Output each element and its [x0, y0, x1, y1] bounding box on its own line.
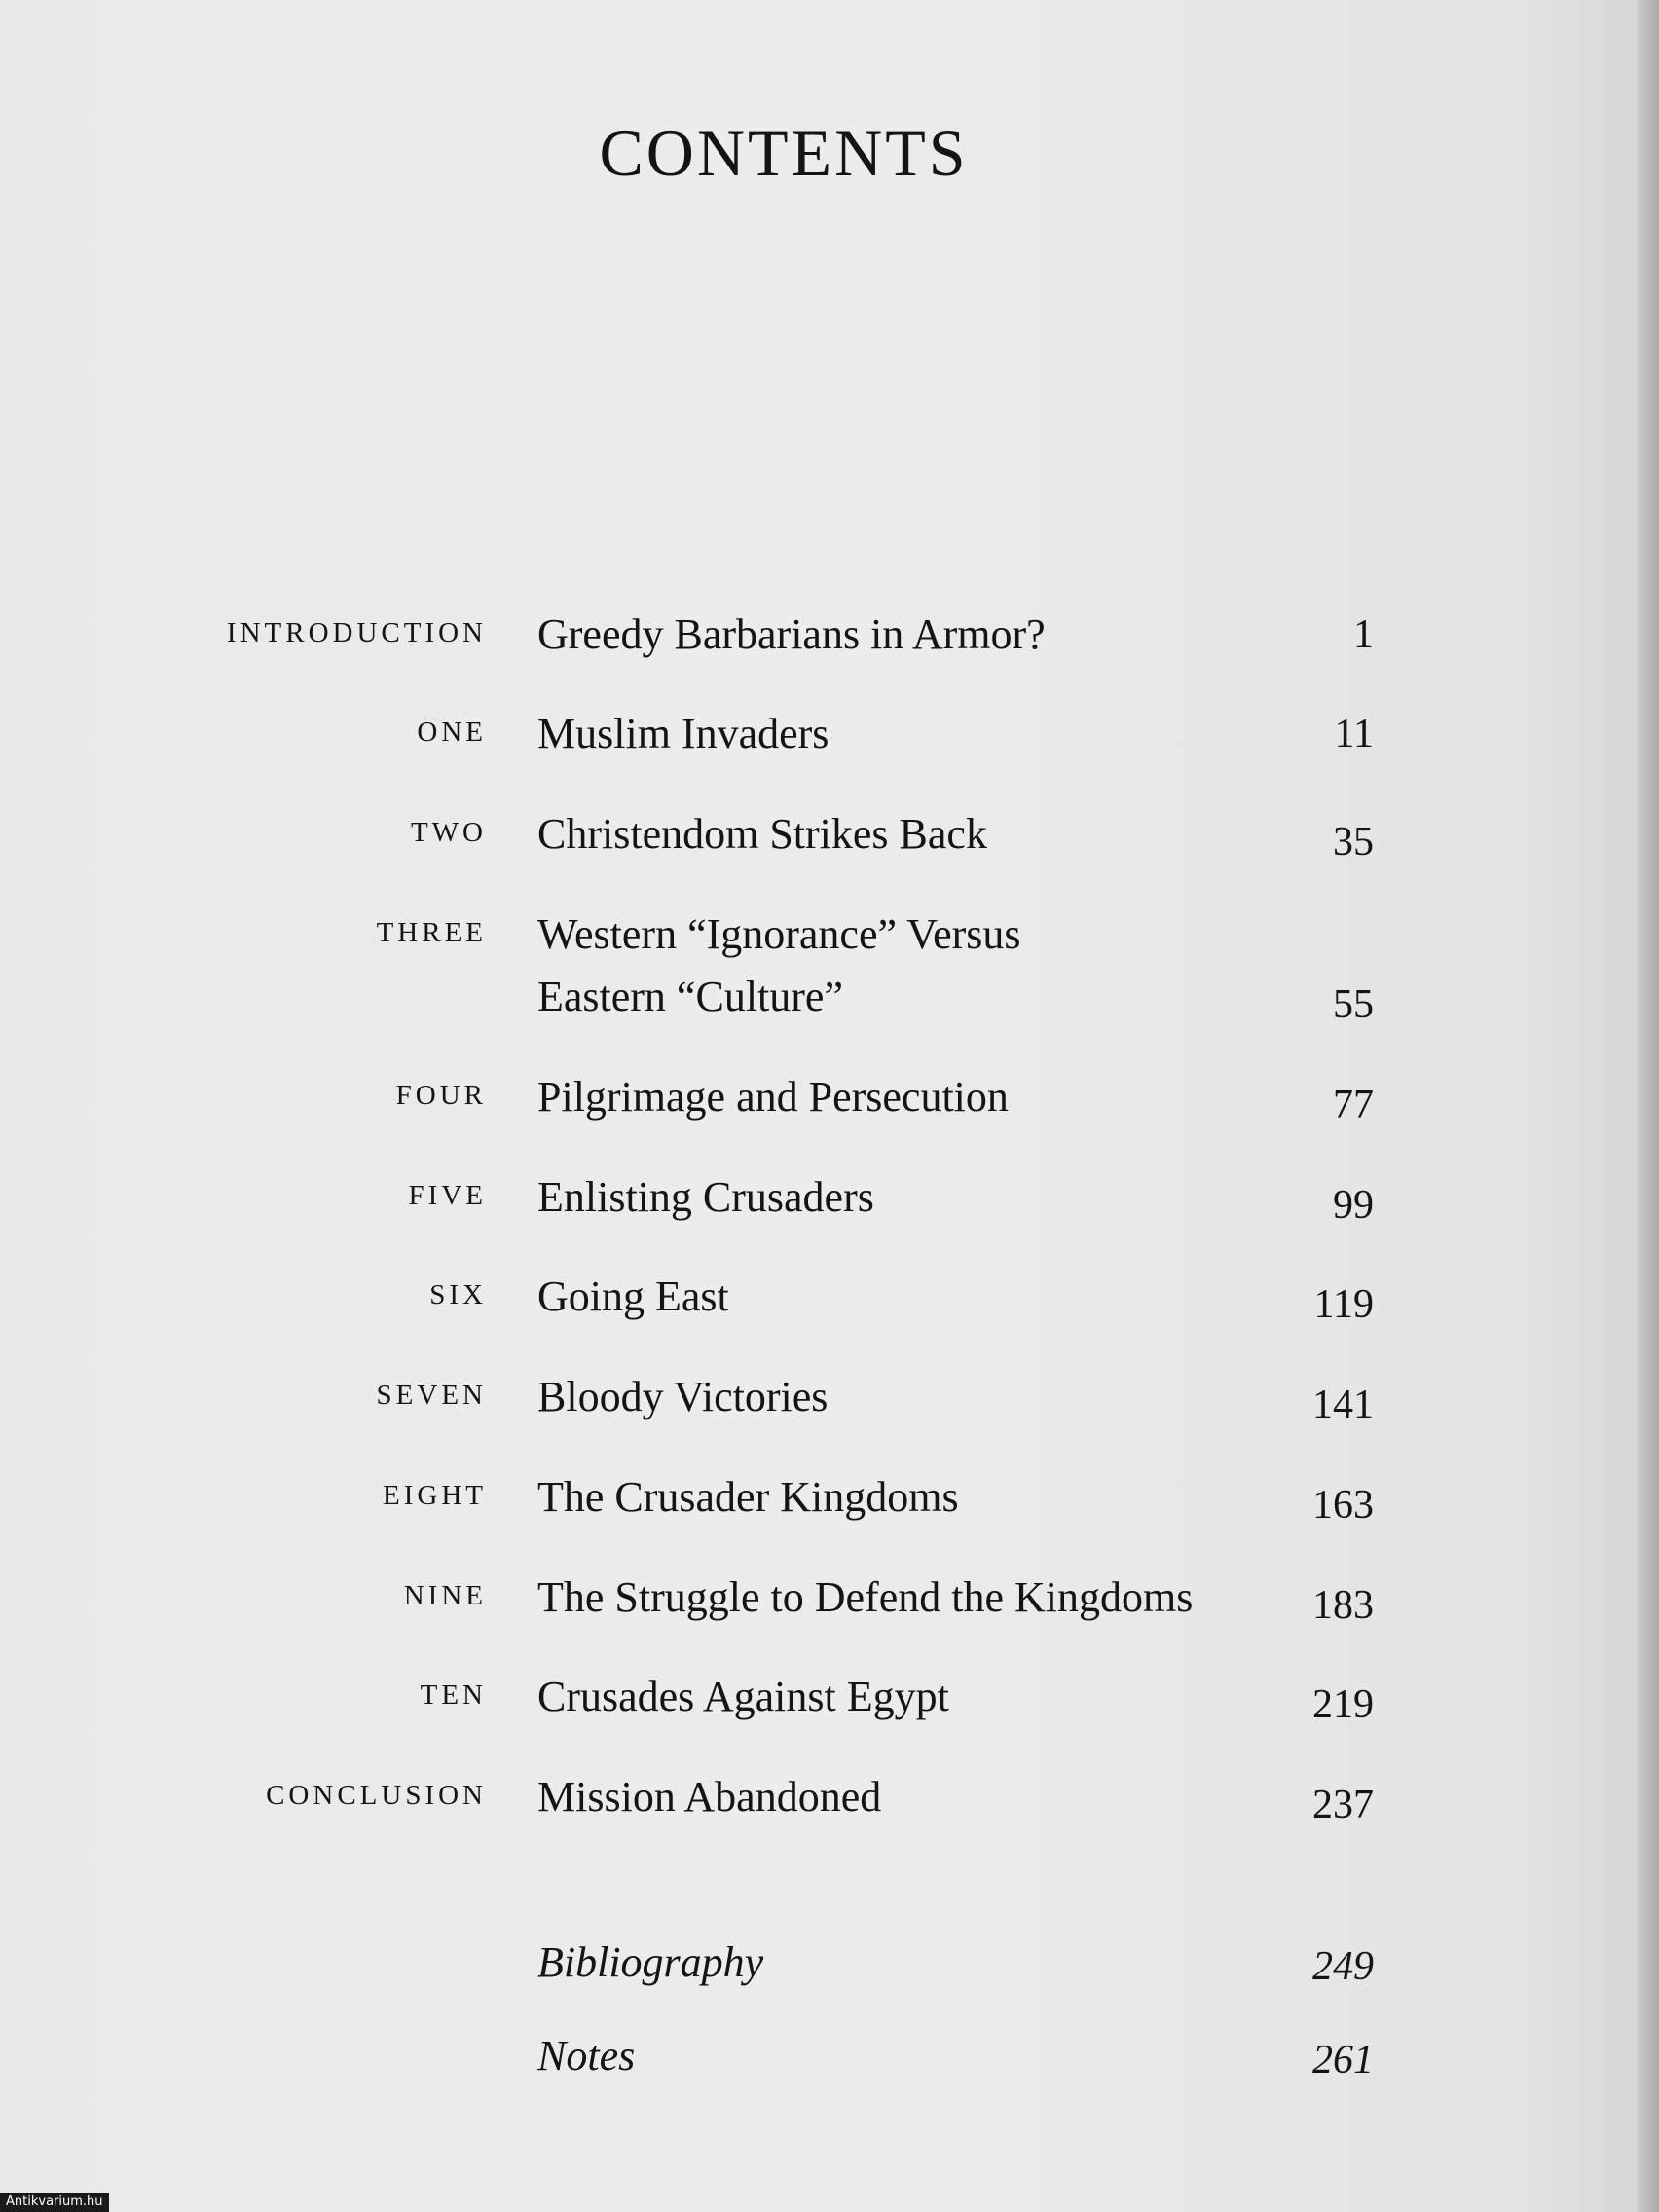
back-matter-title: Bibliography: [537, 1938, 764, 1986]
page-title: CONTENTS: [599, 116, 969, 190]
chapter-label: TWO: [410, 817, 487, 848]
page-number: 99: [1333, 1183, 1374, 1228]
chapter-label: SIX: [429, 1279, 487, 1310]
page-number: 35: [1333, 820, 1374, 865]
chapter-title-line-1: Western “Ignorance” Versus: [537, 910, 1021, 958]
chapter-label: THREE: [376, 917, 487, 948]
chapter-title: Crusades Against Egypt: [537, 1673, 949, 1720]
chapter-label: SEVEN: [376, 1380, 487, 1411]
chapter-title: The Struggle to Defend the Kingdoms: [537, 1573, 1194, 1621]
chapter-label: TEN: [420, 1679, 487, 1711]
chapter-label: FIVE: [408, 1180, 487, 1211]
page-number: 1: [1353, 612, 1374, 657]
back-matter-title: Notes: [537, 2032, 636, 2080]
page-number: 141: [1312, 1382, 1374, 1427]
chapter-label: INTRODUCTION: [226, 617, 487, 648]
chapter-label: NINE: [403, 1580, 487, 1611]
chapter-title: Enlisting Crusaders: [537, 1173, 874, 1221]
chapter-label: CONCLUSION: [266, 1780, 487, 1811]
page-number: 119: [1313, 1282, 1374, 1327]
page-number: 183: [1312, 1583, 1374, 1628]
chapter-title: Going East: [537, 1272, 729, 1320]
chapter-label: ONE: [417, 717, 487, 748]
chapter-title: Bloody Victories: [537, 1373, 829, 1420]
chapter-title: Muslim Invaders: [537, 710, 830, 757]
chapter-title: Pilgrimage and Persecution: [537, 1073, 1009, 1121]
chapter-title: Greedy Barbarians in Armor?: [537, 610, 1046, 658]
chapter-label: FOUR: [395, 1080, 487, 1111]
chapter-title: The Crusader Kingdoms: [537, 1473, 959, 1521]
chapter-title-line-2: Eastern “Culture”: [537, 973, 843, 1020]
page-number: 163: [1312, 1483, 1374, 1528]
chapter-label: EIGHT: [383, 1480, 487, 1511]
chapter-title: Mission Abandoned: [537, 1773, 882, 1821]
page-number: 11: [1334, 712, 1374, 756]
page-number: 55: [1333, 982, 1374, 1027]
chapter-title: Christendom Strikes Back: [537, 810, 987, 858]
page-number: 77: [1333, 1083, 1374, 1127]
watermark: Antikvarium.hu: [0, 2193, 109, 2212]
page-number: 237: [1312, 1783, 1374, 1827]
page-number: 261: [1312, 2038, 1374, 2083]
page-number: 249: [1312, 1944, 1374, 1989]
page-number: 219: [1312, 1682, 1374, 1727]
